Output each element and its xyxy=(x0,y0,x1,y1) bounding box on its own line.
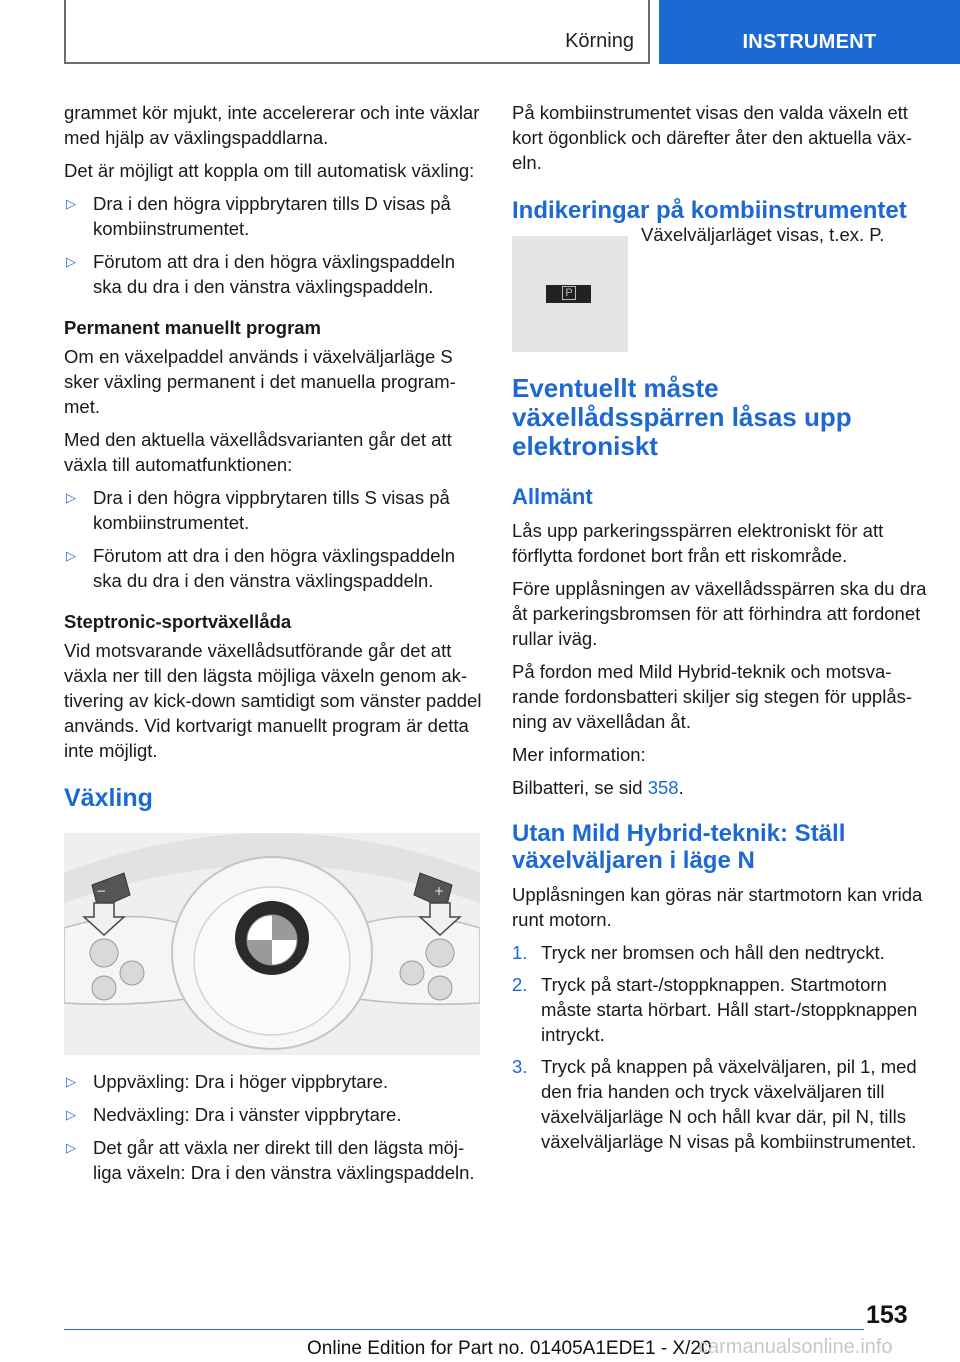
steering-wheel-image xyxy=(64,833,480,1055)
triangle-bullet-icon: ▷ xyxy=(66,196,76,211)
subheading-steptronic: Steptronic-sportväxellåda xyxy=(64,611,292,632)
list-item: ▷ Det går att växla ner direkt till den lägsta möjliga växeln: Dra i den vänstra växlingspaddeln. xyxy=(66,1137,475,1183)
list-item: ▷ Dra i den högra vippbrytaren tills S visas på kombiinstrumentet. xyxy=(66,487,450,533)
steering-wheel-illustration xyxy=(64,833,480,1055)
paragraph: Om en växelpaddel används i växelväljarläge S sker växling permanent i det manuella programmet. xyxy=(64,346,456,417)
subheading-permanent-manual: Permanent manuellt program xyxy=(64,317,322,338)
chapter-title: Körning xyxy=(565,30,634,52)
indicator-description: Växelväljarläget visas, t.ex. P. xyxy=(641,224,885,245)
paragraph: Det är möjligt att koppla om till automatisk växling: xyxy=(64,160,475,181)
list-item: ▷ Nedväxling: Dra i vänster vippbrytare. xyxy=(66,1104,402,1125)
paragraph: Lås upp parkeringsspärren elektroniskt för att förflytta fordonet bort från ett riskområde. xyxy=(512,520,884,566)
list-item: ▷ Förutom att dra i den högra växlingspaddeln ska du dra i den vänstra växlingspaddeln. xyxy=(66,545,455,591)
list-item: 3. Tryck på knappen på växelväljaren, pil 1, med den fria handen och tryck växelväljaren till växelväljarläge N och håll kvar där, pil N, tills växelväljarläge N visas på kombiinstrumentet. xyxy=(512,1056,917,1152)
paragraph: Mer information: xyxy=(512,744,646,765)
triangle-bullet-icon: ▷ xyxy=(66,548,76,563)
left-column xyxy=(64,100,484,1193)
section-tab-label: INSTRUMENT xyxy=(742,31,877,53)
heading-utan-mild-hybrid: Utan Mild Hybrid-teknik: Ställ växelväljaren i läge N xyxy=(512,820,846,874)
triangle-bullet-icon: ▷ xyxy=(66,1140,76,1155)
list-item: ▷ Dra i den högra vippbrytaren tills D visas på kombiinstrumentet. xyxy=(66,193,451,239)
triangle-bullet-icon: ▷ xyxy=(66,1074,76,1089)
triangle-bullet-icon: ▷ xyxy=(66,490,76,505)
paragraph: grammet kör mjukt, inte accelererar och inte växlar med hjälp av växlingspaddlarna. xyxy=(64,102,480,148)
heading-indikeringar: Indikeringar på kombiinstrumentet xyxy=(512,197,907,224)
footer-divider xyxy=(64,1329,864,1330)
paragraph: Med den aktuella växellådsvarianten går det att växla till automatfunktionen: xyxy=(64,429,452,475)
right-column xyxy=(512,100,928,1162)
list-item: ▷ Uppväxling: Dra i höger vippbrytare. xyxy=(66,1071,389,1092)
page-number: 153 xyxy=(866,1301,908,1329)
watermark: carmanualsonline.info xyxy=(698,1336,893,1358)
heading-vaxling: Växling xyxy=(64,784,153,812)
numbered-list xyxy=(512,940,928,1154)
page-link[interactable]: 358 xyxy=(647,777,679,798)
paragraph: Upplåsningen kan göras när startmotorn kan vrida runt motorn. xyxy=(512,884,923,930)
bullet-list xyxy=(64,191,484,299)
footer-edition: Online Edition for Part no. 01405A1EDE1 - X/20 xyxy=(307,1338,712,1359)
heading-allmant: Allmänt xyxy=(512,484,593,509)
section-tab[interactable] xyxy=(659,0,960,64)
list-item: 2. Tryck på start-/stoppknappen. Startmotorn måste starta hörbart. Håll start-/stoppknappen intryckt. xyxy=(512,974,918,1045)
header-chapter-box xyxy=(64,0,650,64)
bullet-list xyxy=(64,485,484,593)
cross-reference: Bilbatteri, se sid 358. xyxy=(512,777,684,798)
minus-sign: − xyxy=(96,884,107,898)
paragraph: På kombiinstrumentet visas den valda växeln ett kort ögonblick och därefter åter den aktuella växeln. xyxy=(512,102,913,173)
paragraph: På fordon med Mild Hybrid-teknik och motsvarande fordonsbatteri skiljer sig stegen för upplåsning av växellådan åt. xyxy=(512,661,913,732)
triangle-bullet-icon: ▷ xyxy=(66,254,76,269)
plus-sign: + xyxy=(434,884,445,898)
paragraph: Före upplåsningen av växellådsspärren ska du dra åt parkeringsbromsen för att förhindra att fordonet rullar iväg. xyxy=(512,578,927,649)
gear-p-indicator-icon xyxy=(512,236,628,352)
paragraph: Vid motsvarande växellådsutförande går det att växla ner till den lägsta möjliga växeln genom aktivering av kick-down samtidigt som vänster paddel används. Vid kortvarigt manuellt program är detta inte möjligt. xyxy=(64,640,482,761)
list-item: 1. Tryck ner bromsen och håll den nedtryckt. xyxy=(512,942,885,963)
triangle-bullet-icon: ▷ xyxy=(66,1107,76,1122)
indicator-row xyxy=(512,224,928,352)
bullet-list xyxy=(64,1069,484,1185)
list-item: ▷ Förutom att dra i den högra växlingspaddeln ska du dra i den vänstra växlingspaddeln. xyxy=(66,251,455,297)
indicator-p-symbol: P xyxy=(562,286,576,300)
heading-main-unlock: Eventuellt måste växellådsspärren låsas upp elektroniskt xyxy=(512,373,852,461)
